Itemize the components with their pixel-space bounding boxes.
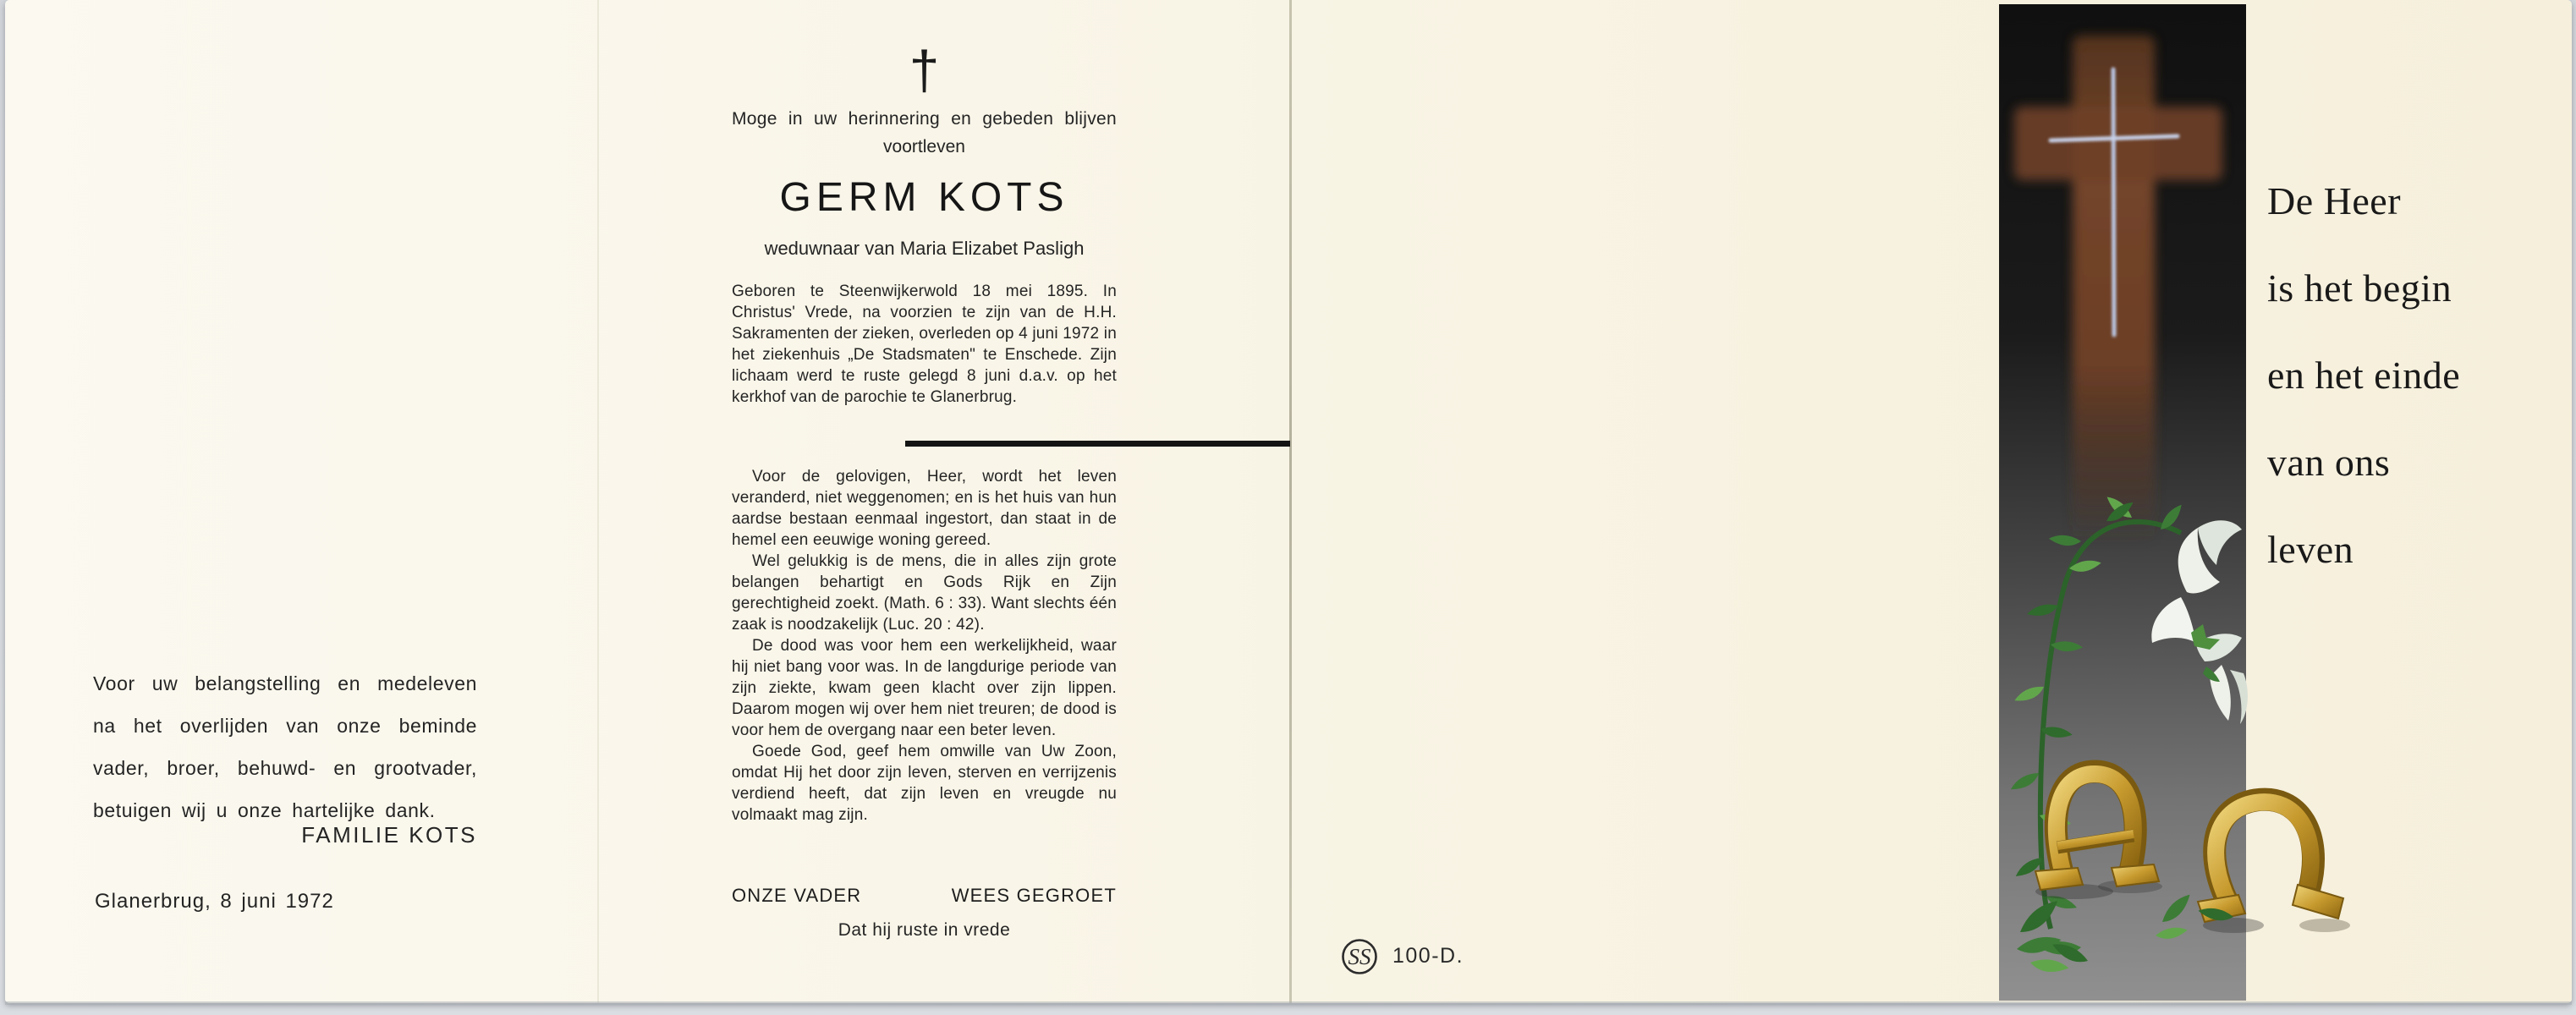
poem-line: en het einde [2267,354,2461,397]
intro-line-1: Moge in uw herinnering en gebeden blijven [732,109,1117,129]
card-bottom-edge [5,1001,2572,1005]
poem-line: De Heer [2267,179,2402,222]
printer-mark-row [1340,935,1464,976]
prayer-titles-row [732,885,1117,907]
paragraph: De dood was voor hem een werkelijkheid, waar hij niet bang voor was. In de langdurige periode van zijn ziekte, kwam geen klacht over zijn lippen. Daarom mogen wij over hem niet treuren; de dood is voor hem de overgang naar een beter leven. [732,637,1117,739]
printer-monogram: SS [1348,944,1371,969]
section-divider [905,441,1290,447]
paragraph: Voor de gelovigen, Heer, wordt het leven veranderd, niet weggenomen; en is het huis van hun aardse bestaan eenmaal ingestort, dan staat in de hemel een eeuwige woning gereed. [732,468,1117,549]
printer-mark-icon [1340,935,1379,976]
deceased-name: GERM KOTS [779,175,1069,220]
intro-line-2: voortleven [883,137,965,156]
paragraph: Goede God, geef hem omwille van Uw Zoon, omdat Hij het door zijn leven, sterven en verrijzenis verdiend heeft, dat zijn leven en vreugde nu volmaakt mag zijn. [732,743,1117,824]
closing-line: Dat hij ruste in vrede [838,920,1011,940]
front-poem [2267,157,2546,593]
poem-line: van ons [2267,441,2391,484]
widower-subtitle: weduwnaar van Maria Elizabet Pasligh [764,238,1085,259]
prayer-wees-gegroet: WEES GEGROET [951,885,1117,906]
poem-line: leven [2267,528,2354,571]
family-signature: FAMILIE KOTS [301,822,477,848]
paragraph: Wel gelukkig is de mens, die in alles zijn grote belangen behartigt en Gods Rijk en Zijn gerechtigheid zoekt. (Math. 6 : 33). Want slechts één zaak is noodzakelijk (Luc. 20 : 42). [732,552,1117,634]
prayer-onze-vader: ONZE VADER [732,885,862,906]
printer-code: 100-D. [1392,943,1464,968]
thanks-message: Voor uw belangstelling en medeleven na het overlijden van onze beminde vader, broer, behuwd- en grootvader, betuigen wij u onze hartelijke dank. [93,672,477,821]
prayer-paragraphs [732,466,1117,826]
biography-paragraph: Geboren te Steenwijkerwold 18 mei 1895. In Christus' Vrede, na voorzien te zijn van de H.H. Sakramenten der zieken, overleden op 4 juni 1972 in het ziekenhuis „De Stadsmaten" te Enschede. Zijn lichaam werd te ruste gelegd 8 juni d.a.v. op het kerkhof van de parochie te Glanerbrug. [732,283,1117,406]
poem-line: is het begin [2267,266,2452,310]
memorial-text-panel [732,0,1117,1015]
place-dateline: Glanerbrug, 8 juni 1972 [95,890,334,913]
memorial-cross-icon: † [909,40,940,101]
